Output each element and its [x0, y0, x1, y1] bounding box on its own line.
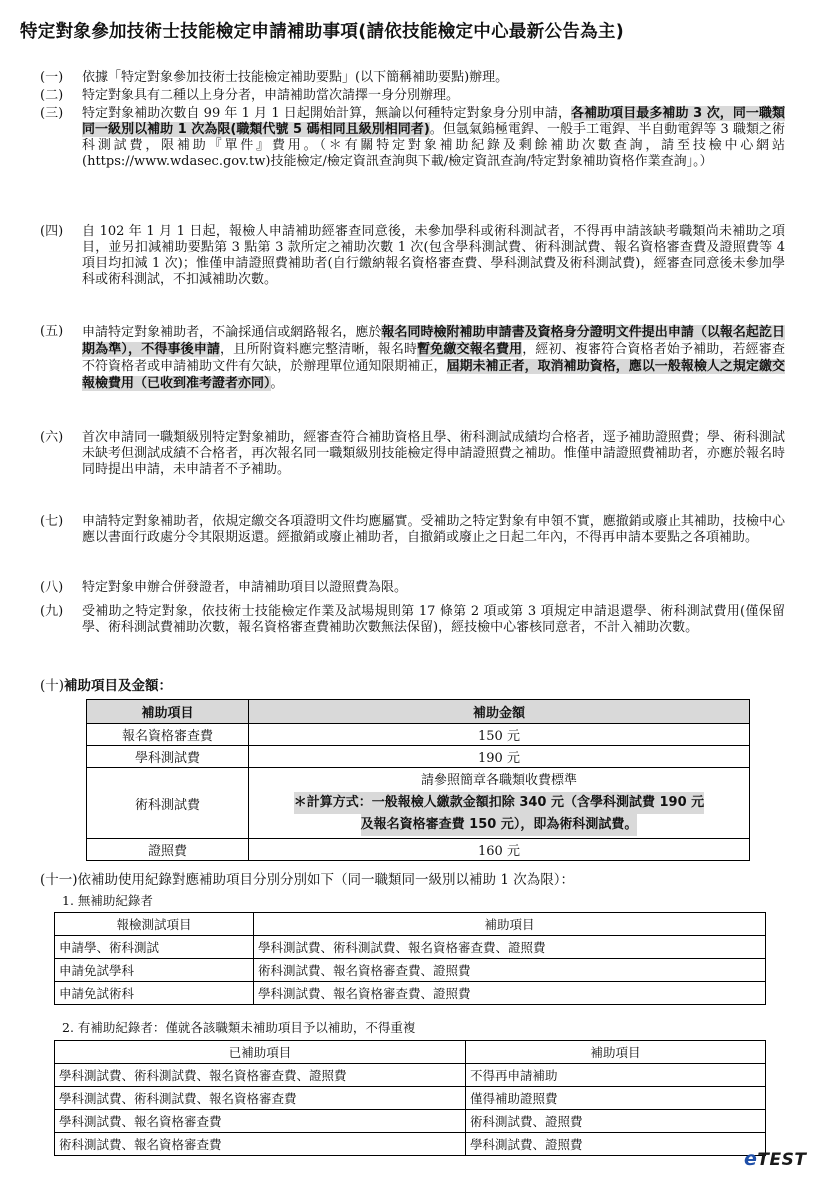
column-header: 補助項目 [87, 700, 249, 724]
highlight-text: 屆期未補正者，取消補助資格，應以一般報檢人之規定繳交報檢費用（已收到准考證者亦同） [82, 359, 785, 391]
item-body: 特定對象具有二種以上身分者，申請補助當次請擇一身分別辦理。 [82, 88, 460, 103]
item-body: 特定對象補助次數自 99 年 1 月 1 日起開始計算，無論以何種特定對象身分別申請，各補助項目最多補助 3 次，同一職類同一級別以補助 1 次為限(職類代號 5 碼相同且級別相同者)。但氬氣鎢極電銲、一般手工電銲、半自動電銲等 3 職類之術科測試費，限補助『單件』費用。（＊有關特定對象補助紀錄及剩餘補助次數查詢，請至技檢中心網站(https://www.wdasec.gov.tw)技能檢定/檢定資訊查詢與下載/檢定資訊查詢/特定對象補助資格作業查詢」。） [82, 106, 785, 169]
item-9 [40, 604, 785, 636]
item-label: (四) [40, 224, 64, 239]
item-label: (三) [40, 106, 64, 121]
item-label: (一) [40, 70, 64, 85]
column-header: 已補助項目 [55, 1041, 466, 1064]
section-10-heading: (十)補助項目及金額： [40, 678, 173, 694]
section-11-heading: (十一)依補助使用紀錄對應補助項目分別分別如下（同一職類同一級別以補助 1 次為限）： [40, 872, 574, 888]
item-body: 受補助之特定對象，依技術士技能檢定作業及試場規則第 17 條第 2 項或第 3 項規定申請退還學、術科測試費用(僅保留學、術科測試費補助次數，報名資格審查費補助次數無法保留)，經技檢中心審核同意者，不計入補助次數。 [82, 604, 785, 635]
item-2 [40, 88, 785, 104]
item-label: (八) [40, 580, 64, 595]
item-label: (九) [40, 604, 64, 619]
item-body: 依據「特定對象參加技術士技能檢定補助要點」(以下簡稱補助要點)辦理。 [82, 70, 509, 85]
subheading-no-record: 1. 無補助紀錄者 [62, 893, 153, 908]
highlight-text: ＊計算方式：一般報檢人繳款金額扣除 340 元（含學科測試費 190 元 [294, 792, 704, 814]
amount-table [86, 699, 750, 861]
page-title: 特定對象參加技術士技能檢定申請補助事項(請依技能檢定中心最新公告為主) [20, 22, 624, 42]
column-header: 補助項目 [254, 913, 766, 936]
table-row: 術科測試費、報名資格審查費 學科測試費、證照費 [55, 1133, 766, 1156]
item-5 [40, 324, 785, 392]
table-row: 學科測試費、術科測試費、報名資格審查費、證照費 不得再申請補助 [55, 1064, 766, 1087]
item-body: 特定對象申辦合併發證者，申請補助項目以證照費為限。 [82, 580, 408, 595]
highlight-text: 暫免繳交報名費用 [417, 342, 523, 357]
item-label: (二) [40, 88, 64, 103]
item-1 [40, 70, 785, 86]
table-row: 學科測試費、術科測試費、報名資格審查費 僅得補助證照費 [55, 1087, 766, 1110]
highlight-text: 各補助項目最多補助 3 次，同一職類同一級別以補助 1 次為限(職類代號 5 碼相同且級別相同者) [82, 106, 785, 137]
no-record-table [54, 912, 766, 1005]
item-label: (六) [40, 430, 64, 445]
table-row: 申請免試學科 術科測試費、報名資格審查費、證照費 [55, 959, 766, 982]
item-7 [40, 514, 785, 546]
subheading-with-record: 2. 有補助紀錄者：僅就各該職類未補助項目予以補助，不得重複 [62, 1020, 416, 1035]
table-row: 證照費 160 元 [87, 839, 750, 861]
table-row: 術科測試費 請參照簡章各職類收費標準 ＊計算方式：一般報檢人繳款金額扣除 340 元（含學科測試費 190 元 及報名資格審查費 150 元），即為術科測試費。 [87, 768, 750, 839]
etest-logo: eTEST [744, 1148, 807, 1170]
table-row: 報名資格審查費 150 元 [87, 724, 750, 746]
column-header: 報檢測試項目 [55, 913, 254, 936]
item-8 [40, 580, 785, 596]
with-record-table [54, 1040, 766, 1156]
table-row: 申請學、術科測試 學科測試費、術科測試費、報名資格審查費、證照費 [55, 936, 766, 959]
item-body: 申請特定對象補助者，不論採通信或網路報名，應於報名同時檢附補助申請書及資格身分證明文件提出申請（以報名起訖日期為準），不得事後申請，且所附資料應完整清晰，報名時暫免繳交報名費用，經初、複審符合資格者始予補助，若經審查不符資格者或申請補助文件有欠缺，於辦理單位通知限期補正，屆期未補正者，取消補助資格，應以一般報檢人之規定繳交報檢費用（已收到准考證者亦同）。 [82, 325, 785, 391]
item-label: (七) [40, 514, 64, 529]
highlight-text: 報名同時檢附補助申請書及資格身分證明文件提出申請（以報名起訖日期為準），不得事後申請 [82, 325, 785, 357]
item-6 [40, 430, 785, 478]
highlight-text: 及報名資格審查費 150 元），即為術科測試費。 [361, 814, 638, 836]
table-row: 學科測試費 190 元 [87, 746, 750, 768]
item-body: 首次申請同一職類級別特定對象補助，經審查符合補助資格且學、術科測試成績均合格者，逕予補助證照費；學、術科測試未缺考但測試成績不合格者，再次報名同一職類級別技能檢定得申請證照費之補助。惟僅申請證照費補助者，亦應於報名時同時提出申請，未申請者不予補助。 [82, 430, 785, 477]
item-body: 申請特定對象補助者，依規定繳交各項證明文件均應屬實。受補助之特定對象有申領不實，應撤銷或廢止其補助，技檢中心應以書面行政處分令其限期返還。經撤銷或廢止補助者，自撤銷或廢止之日起二年內，不得再申請本要點之各項補助。 [82, 514, 785, 545]
item-label: (五) [40, 324, 64, 339]
item-3 [40, 106, 785, 170]
item-4 [40, 224, 785, 288]
table-row: 申請免試術科 學科測試費、報名資格審查費、證照費 [55, 982, 766, 1005]
column-header: 補助金額 [249, 700, 750, 724]
item-body: 自 102 年 1 月 1 日起，報檢人申請補助經審查同意後，未參加學科或術科測試者，不得再申請該缺考職類尚未補助之項目，並另扣減補助要點第 3 點第 3 款所定之補助次數 1 次(包含學科測試費、術科測試費、報名資格審查費及證照費等 4 項目均扣減 1 次)；惟僅申請證照費補助者(自行繳納報名資格審查費、學科測試費及術科測試費)，經審查同意後未參加學科或術科測試，不扣減補助次數。 [82, 224, 785, 287]
column-header: 補助項目 [466, 1041, 766, 1064]
table-row: 學科測試費、報名資格審查費 術科測試費、證照費 [55, 1110, 766, 1133]
